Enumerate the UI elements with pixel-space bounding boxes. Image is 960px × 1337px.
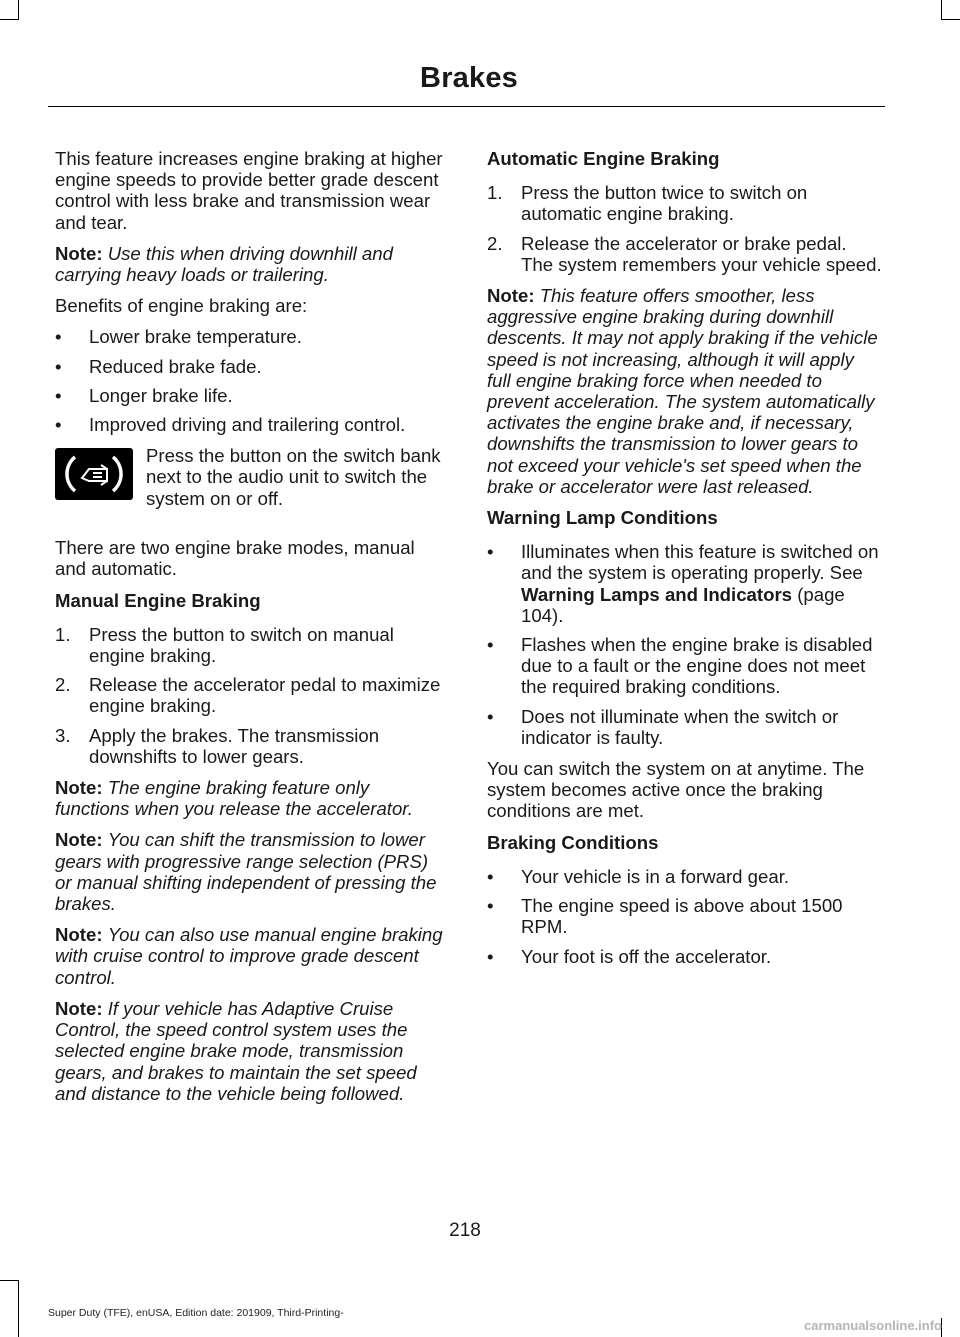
step-text: Press the button twice to switch on automatic engine braking.	[521, 182, 808, 225]
braking-list	[487, 866, 882, 967]
note-text: This feature offers smoother, less aggressive engine braking during downhill descents. It may not apply braking if the vehicle speed is not increasing, although it will apply full engine braking force when needed to prevent acceleration. The system automatically activates the engine brake and, if necessary, downshifts the transmission to lower gears to not exceed your vehicle's set speed when the brake or accelerator were last released.	[487, 285, 878, 497]
bullet-marker: •	[487, 634, 494, 656]
list-item-text: Lower brake temperature.	[89, 326, 302, 348]
list-item-text: Flashes when the engine brake is disabled due to a fault or the engine does not meet the required braking conditions.	[521, 634, 873, 698]
bullet-marker: •	[55, 355, 62, 377]
step-number: 2.	[55, 674, 71, 696]
modes-paragraph: There are two engine brake modes, manual and automatic.	[55, 537, 415, 580]
step-text: Press the button to switch on manual engine braking.	[89, 623, 394, 667]
switch-text: Press the button on the switch bank next to the audio unit to switch the system on or off.	[146, 445, 441, 509]
note-text: You can shift the transmission to lower gears with progressive range selection (PRS) or manual shifting independent of pressing the brakes.	[55, 829, 437, 915]
step-number: 3.	[55, 724, 71, 746]
list-item-text: Illuminates when this feature is switched on and the system is operating properly. See	[521, 541, 879, 584]
bullet-marker: •	[55, 414, 62, 436]
list-item-text: Reduced brake fade.	[89, 355, 262, 377]
list-item	[487, 946, 882, 967]
note	[55, 829, 448, 914]
list-item-text: Improved driving and trailering control.	[89, 414, 406, 436]
list-item-text: Your foot is off the accelerator.	[521, 945, 772, 967]
crop-mark	[941, 0, 942, 20]
automatic-steps	[487, 182, 882, 275]
list-item	[487, 541, 882, 626]
note-label: Note:	[55, 829, 103, 851]
footer-edition: Super Duty (TFE), enUSA, Edition date: 201909, Third-Printing-	[48, 1307, 344, 1319]
left-column	[55, 148, 448, 1114]
note-label: Note:	[55, 242, 103, 264]
note-label: Note:	[55, 924, 103, 946]
crop-mark	[0, 1280, 19, 1281]
bullet-marker: •	[487, 541, 494, 563]
step-number: 2.	[487, 232, 503, 254]
bullet-marker: •	[55, 384, 62, 406]
list-item	[487, 866, 882, 887]
section-heading-warning: Warning Lamp Conditions	[487, 507, 718, 529]
note-text: The engine braking feature only functions when you release the accelerator.	[55, 777, 413, 820]
note-text: You can also use manual engine braking with cruise control to improve grade descent control.	[55, 924, 443, 988]
intro-paragraph: This feature increases engine braking at higher engine speeds to provide better grade descent control with less brake and transmission wear and tear.	[55, 148, 443, 233]
anytime-paragraph: You can switch the system on at anytime. The system becomes active once the braking conditions are met.	[487, 758, 865, 822]
list-item	[487, 182, 882, 224]
list-item-text: Your vehicle is in a forward gear.	[521, 865, 790, 887]
list-item	[487, 895, 882, 937]
note	[55, 777, 448, 819]
step-text: Release the accelerator or brake pedal. The system remembers your vehicle speed.	[521, 232, 882, 275]
note	[487, 285, 882, 497]
list-item	[55, 356, 448, 377]
section-heading-automatic: Automatic Engine Braking	[487, 148, 720, 169]
note	[55, 924, 448, 988]
bullet-marker: •	[487, 705, 494, 727]
right-column	[487, 148, 882, 977]
cross-reference-link[interactable]: Warning Lamps and Indicators	[521, 583, 793, 605]
step-text: Release the accelerator pedal to maximize engine braking.	[89, 674, 441, 717]
bullet-marker: •	[487, 865, 494, 887]
list-item	[55, 326, 448, 347]
section-heading-manual: Manual Engine Braking	[55, 589, 261, 611]
header-divider	[48, 106, 885, 107]
crop-mark	[18, 1280, 19, 1337]
warning-list	[487, 541, 882, 748]
list-item	[55, 624, 448, 666]
page-title: Brakes	[420, 62, 518, 94]
note	[55, 243, 448, 285]
watermark: carmanualsonline.info	[804, 1318, 942, 1333]
list-item	[55, 414, 448, 435]
note-text: If your vehicle has Adaptive Cruise Control, the speed control system uses the selected engine brake mode, transmission gears, and brakes to maintain the set speed and distance to the vehicle being followed.	[55, 997, 417, 1104]
note-text: Use this when driving downhill and carrying heavy loads or trailering.	[55, 242, 393, 286]
manual-steps	[55, 624, 448, 767]
step-text: Apply the brakes. The transmission downshifts to lower gears.	[89, 724, 380, 767]
section-heading-braking: Braking Conditions	[487, 831, 659, 853]
benefits-intro: Benefits of engine braking are:	[55, 295, 308, 317]
bullet-marker: •	[487, 895, 494, 917]
page-number: 218	[449, 1220, 481, 1241]
list-item	[55, 385, 448, 406]
crop-mark	[0, 19, 19, 20]
step-number: 1.	[55, 623, 71, 645]
bullet-marker: •	[487, 945, 494, 967]
note-label: Note:	[55, 777, 103, 799]
list-item	[55, 674, 448, 716]
bullet-marker: •	[55, 326, 62, 348]
engine-brake-icon	[55, 448, 133, 500]
note-label: Note:	[487, 285, 535, 307]
switch-instruction	[55, 445, 448, 525]
crop-mark	[941, 19, 960, 20]
page-reference: (page 104).	[521, 583, 845, 626]
list-item-text: The engine speed is above about 1500 RPM.	[521, 895, 843, 938]
step-number: 1.	[487, 182, 503, 204]
note	[55, 998, 448, 1104]
list-item-text: Does not illuminate when the switch or indicator is faulty.	[521, 705, 839, 748]
benefits-list	[55, 326, 448, 435]
note-label: Note:	[55, 997, 103, 1019]
list-item	[487, 233, 882, 275]
list-item	[487, 706, 882, 748]
list-item	[487, 634, 882, 698]
list-item	[55, 725, 448, 767]
list-item-text: Longer brake life.	[89, 384, 233, 406]
crop-mark	[18, 0, 19, 20]
